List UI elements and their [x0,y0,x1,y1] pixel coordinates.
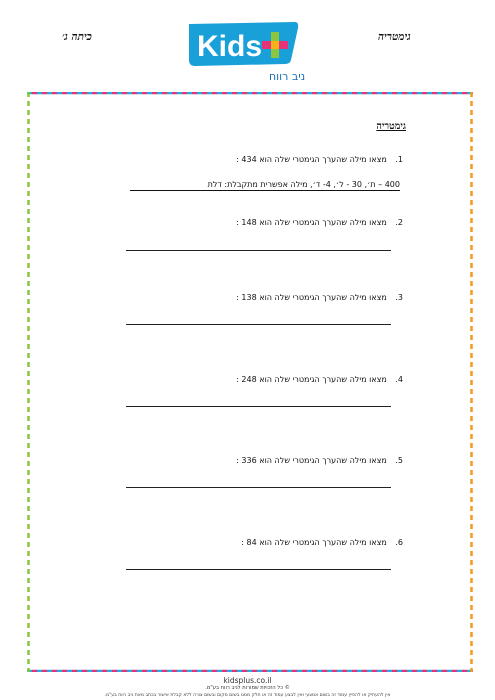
kids-logo [185,20,307,84]
subject-label: גימטריה [378,31,411,43]
question-text: מצאו מילה שהערך הגימטרי שלה הוא 84 : [241,538,387,547]
question-text: מצאו מילה שהערך הגימטרי שלה הוא 148 : [236,218,387,227]
answer-line-3[interactable] [126,324,391,325]
footer-site-link[interactable]: kidsplus.co.il [223,676,272,685]
question-number: 6. [395,538,403,547]
question-5 [236,456,403,465]
footer-copyright: © כל הזכויות שמורות לניב רווח בע"מ. [205,685,290,691]
question-1 [236,155,403,164]
question-number: 1. [395,155,403,164]
question-number: 2. [395,218,403,227]
question-2 [236,218,403,227]
question-text: מצאו מילה שהערך הגימטרי שלה הוא 248 : [236,375,387,384]
question-text: מצאו מילה שהערך הגימטרי שלה הוא 138 : [236,293,387,302]
logo-subtitle: ניב רווח [269,70,306,83]
footer-notice: אין להעתיק או להפיץ עמוד זה בשום אמצעי ואין לבצע עמוד זה או חלק ממנו בשום מקום ובשום צורה ללא קבלת אישור בכתב מאת ניב רווח בע"מ. [104,693,391,698]
question-number: 5. [395,456,403,465]
question-4 [236,375,403,384]
example-answer: 400 – ת׳, 30 - ל׳, 4- ד׳, מילה אפשרית מתקבלת: דלת [130,180,400,191]
logo-kids-text: Kids [197,30,263,63]
question-6 [241,538,403,547]
question-text: מצאו מילה שהערך הגימטרי שלה הוא 434 : [236,155,387,164]
worksheet-title: גימטריה [376,121,406,132]
question-number: 3. [395,293,403,302]
question-3 [236,293,403,302]
answer-line-5[interactable] [126,487,391,488]
answer-line-4[interactable] [126,406,391,407]
answer-line-2[interactable] [126,250,391,251]
answer-line-6[interactable] [126,569,391,570]
question-number: 4. [395,375,403,384]
grade-label: כיתה ג׳ [62,31,92,43]
question-text: מצאו מילה שהערך הגימטרי שלה הוא 336 : [236,456,387,465]
